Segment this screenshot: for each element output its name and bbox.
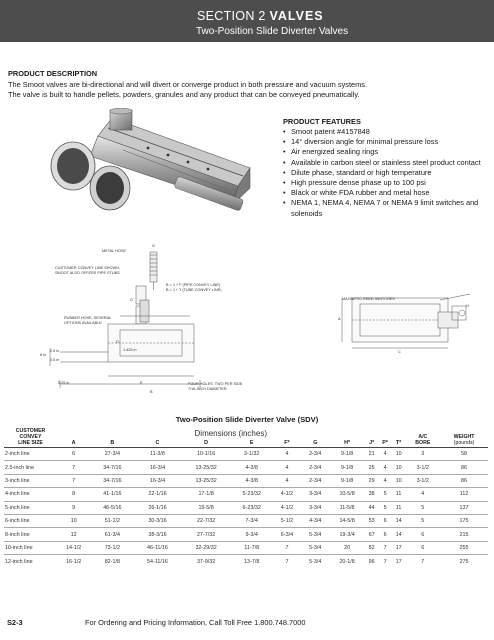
label-b-pipe: B = J + F (PIPE CONVEY LINE) bbox=[166, 283, 221, 287]
dimensions-header: Dimensions (inches) bbox=[194, 429, 267, 439]
table-cell: 9-1/8 bbox=[329, 448, 364, 461]
table-cell: 4 bbox=[379, 474, 392, 487]
line-size-cell: 2-inch line bbox=[4, 448, 56, 461]
col-header: P* bbox=[382, 440, 388, 446]
table-cell: 27-7/32 bbox=[182, 528, 231, 541]
table-cell: 11 bbox=[392, 501, 406, 514]
table-cell: 2-3/4 bbox=[301, 461, 329, 474]
table-cell: 25 bbox=[365, 461, 379, 474]
table-cell: 4-3/4 bbox=[301, 514, 329, 527]
page-number: S2-3 bbox=[7, 618, 23, 627]
page-footer bbox=[0, 617, 494, 631]
table-cell: 17 bbox=[392, 541, 406, 554]
label-dimension-g: G bbox=[152, 244, 155, 248]
table-cell: 6-23/32 bbox=[231, 501, 273, 514]
table-cell: 6 bbox=[379, 514, 392, 527]
label-magnetic-reed: MAGNETIC REED SWITCHES bbox=[342, 297, 395, 301]
table-cell: 5-3/4 bbox=[301, 541, 329, 554]
line-size-cell: 4-inch line bbox=[4, 488, 56, 501]
table-cell: 30-3/16 bbox=[133, 514, 181, 527]
feature-item: • Available in carbon steel or stainless steel product contact bbox=[283, 158, 488, 168]
table-cell: 4-1/2 bbox=[273, 501, 301, 514]
table-cell: 26-1/16 bbox=[133, 501, 181, 514]
table-cell: 9-1/8 bbox=[329, 461, 364, 474]
table-cell: 137 bbox=[440, 501, 488, 514]
feature-item: • High pressure dense phase up to 100 psi bbox=[283, 178, 488, 188]
table-cell: 41-1/16 bbox=[91, 488, 133, 501]
description-line: The valve is built to handle pellets, powders, granules and any product that can be conveyed pneumatically. bbox=[8, 90, 360, 99]
table-cell: 12 bbox=[56, 528, 91, 541]
label-8in: 8 in bbox=[40, 353, 47, 357]
table-cell: 3-1/2 bbox=[406, 474, 441, 487]
table-cell: 34-7/16 bbox=[91, 461, 133, 474]
table-cell: 11 bbox=[392, 488, 406, 501]
line-size-cell: 3-inch line bbox=[4, 474, 56, 487]
table-cell: 7 bbox=[406, 555, 441, 568]
table-cell: 4 bbox=[273, 474, 301, 487]
table-cell: 32-29/32 bbox=[182, 541, 231, 554]
label-dimension-h: H bbox=[466, 304, 469, 308]
label-rubber-hose-1: RUBBER HOSE, SEVERAL bbox=[64, 316, 112, 320]
col-header: A bbox=[71, 440, 76, 446]
table-cell: 14-5/8 bbox=[329, 514, 364, 527]
table-cell: 13-7/8 bbox=[231, 555, 273, 568]
table-row bbox=[4, 474, 488, 487]
table-cell: 38-3/16 bbox=[133, 528, 181, 541]
table-cell: 54-11/16 bbox=[133, 555, 181, 568]
feature-item: • Air energized sealing rings bbox=[283, 147, 488, 157]
table-cell: 6 bbox=[406, 541, 441, 554]
technical-drawings bbox=[0, 240, 494, 400]
col-header: J* bbox=[369, 440, 375, 446]
line-size-cell: 5-inch line bbox=[4, 501, 56, 514]
table-cell: 7-3/4 bbox=[231, 514, 273, 527]
table-cell: 21 bbox=[365, 448, 379, 461]
table-cell: 8 bbox=[56, 488, 91, 501]
table-cell: 3-3/4 bbox=[301, 488, 329, 501]
line-size-cell: 2.5-inch line bbox=[4, 461, 56, 474]
label-dimension-b: B bbox=[150, 390, 153, 394]
table-cell: 4-3/8 bbox=[231, 474, 273, 487]
line-size-cell: 10-inch line bbox=[4, 541, 56, 554]
feature-item: • Black or white FDA rubber and metal hose bbox=[283, 188, 488, 198]
table-cell: 19-5/8 bbox=[182, 501, 231, 514]
table-cell: 10 bbox=[392, 461, 406, 474]
table-cell: 10-1/16 bbox=[182, 448, 231, 461]
table-cell: 46-11/16 bbox=[133, 541, 181, 554]
table-row bbox=[4, 501, 488, 514]
table-cell: 38 bbox=[365, 488, 379, 501]
label-customer-convey-1: CUSTOMER CONVEY LINE SHOWN, bbox=[55, 266, 120, 270]
table-row bbox=[4, 528, 488, 541]
table-cell: 20-1/8 bbox=[329, 555, 364, 568]
table-cell: 82 bbox=[365, 541, 379, 554]
table-cell: 58 bbox=[440, 448, 488, 461]
table-cell: 11-5/8 bbox=[329, 501, 364, 514]
page-title: Two-Position Slide Diverter Valves bbox=[196, 26, 349, 37]
table-cell: 6 bbox=[56, 448, 91, 461]
table-row bbox=[4, 514, 488, 527]
product-features-heading: PRODUCT FEATURES bbox=[283, 117, 361, 126]
label-dimension-d: D bbox=[116, 340, 119, 344]
table-cell: 5 bbox=[379, 501, 392, 514]
customer-convey-header: CUSTOMER CONVEY LINE SIZE bbox=[15, 428, 46, 446]
table-cell: 2-3/4 bbox=[301, 448, 329, 461]
table-cell: 7 bbox=[379, 555, 392, 568]
table-cell: 14 bbox=[392, 528, 406, 541]
table-cell: 3-1/32 bbox=[231, 448, 273, 461]
table-cell: 5-3/4 bbox=[301, 528, 329, 541]
table-cell: 37-9/32 bbox=[182, 555, 231, 568]
table-cell: 73-1/2 bbox=[91, 541, 133, 554]
table-cell: 255 bbox=[440, 541, 488, 554]
feature-item: • Smoot patent #4157848 bbox=[283, 127, 488, 137]
col-header: D bbox=[204, 440, 209, 446]
label-1425: 1.425 in bbox=[123, 348, 137, 352]
label-four-holes-2: 7/16-INCH DIAMETER bbox=[188, 387, 227, 391]
table-row bbox=[4, 555, 488, 568]
product-photo bbox=[28, 108, 268, 233]
table-cell: 16-3/4 bbox=[133, 461, 181, 474]
table-cell: 4 bbox=[379, 448, 392, 461]
table-cell: 11-3/8 bbox=[133, 448, 181, 461]
table-cell: 275 bbox=[440, 555, 488, 568]
table-cell: 175 bbox=[440, 514, 488, 527]
table-cell: 6 bbox=[379, 528, 392, 541]
label-four-holes-1: FOUR HOLES, TWO PER SIDE bbox=[188, 382, 243, 386]
table-cell: 19-3/4 bbox=[329, 528, 364, 541]
table-cell: 14-1/2 bbox=[56, 541, 91, 554]
table-cell: 6-3/4 bbox=[273, 528, 301, 541]
product-features bbox=[283, 117, 488, 219]
table-cell: 5 bbox=[406, 501, 441, 514]
feature-item: • NEMA 1, NEMA 4, NEMA 7 or NEMA 9 limit switches and solenoids bbox=[283, 198, 488, 218]
table-cell: 7 bbox=[273, 555, 301, 568]
table-cell: 7 bbox=[56, 474, 91, 487]
label-525in: 5.25 in bbox=[58, 381, 70, 385]
table-cell: 11-7/8 bbox=[231, 541, 273, 554]
table-cell: 2-3/4 bbox=[301, 474, 329, 487]
table-body bbox=[4, 448, 488, 569]
table-cell: 4-3/8 bbox=[231, 461, 273, 474]
table-cell: 9-1/8 bbox=[329, 474, 364, 487]
dimensions-table bbox=[4, 428, 488, 568]
table-cell: 96 bbox=[365, 555, 379, 568]
table-cell: 3-1/2 bbox=[406, 461, 441, 474]
label-05in: 0.5 in bbox=[50, 349, 60, 353]
description-line: The Smoot valves are bi-directional and will divert or converge product in both pressure and vacuum systems. bbox=[8, 80, 368, 89]
table-cell: 4 bbox=[406, 488, 441, 501]
table-cell: 10-5/8 bbox=[329, 488, 364, 501]
col-header: G bbox=[313, 440, 318, 446]
col-header: C bbox=[155, 440, 160, 446]
table-cell: 6 bbox=[406, 528, 441, 541]
label-metal-hose: METAL HOSE bbox=[102, 249, 127, 253]
label-dimension-c: C bbox=[398, 350, 401, 354]
table-cell: 51-1/2 bbox=[91, 514, 133, 527]
line-size-cell: 12-inch line bbox=[4, 555, 56, 568]
table-cell: 112 bbox=[440, 488, 488, 501]
table-row bbox=[4, 541, 488, 554]
table-row bbox=[4, 461, 488, 474]
label-dimension-a: A bbox=[338, 317, 341, 321]
table-cell: 5-23/32 bbox=[231, 488, 273, 501]
table-cell: 10 bbox=[392, 448, 406, 461]
table-cell: 34-7/16 bbox=[91, 474, 133, 487]
label-rubber-hose-2: OPTIONS AVAILABLE bbox=[64, 321, 102, 325]
col-header: B bbox=[110, 440, 115, 446]
label-dimension-e: E bbox=[140, 381, 143, 385]
feature-item: • 14° diversion angle for minimal pressure loss bbox=[283, 137, 488, 147]
table-cell: 17 bbox=[392, 555, 406, 568]
section-label: SECTION 2 VALVES bbox=[197, 9, 324, 23]
table-cell: 7 bbox=[273, 541, 301, 554]
table-cell: 4 bbox=[379, 461, 392, 474]
line-size-cell: 8-inch line bbox=[4, 528, 56, 541]
ac-bore-header: A/C BORE bbox=[415, 434, 431, 446]
col-header: E bbox=[249, 440, 254, 446]
col-header: H* bbox=[344, 440, 351, 446]
table-cell: 7 bbox=[56, 461, 91, 474]
table-cell: 14 bbox=[392, 514, 406, 527]
table-cell: 9-3/4 bbox=[231, 528, 273, 541]
table-cell: 3-3/4 bbox=[301, 501, 329, 514]
section-header-bar bbox=[0, 0, 494, 42]
table-cell: 215 bbox=[440, 528, 488, 541]
table-title: Two-Position Slide Diverter Valve (SDV) bbox=[175, 415, 319, 424]
table-cell: 29 bbox=[365, 474, 379, 487]
table-cell: 22-1/16 bbox=[133, 488, 181, 501]
table-cell: 13-25/32 bbox=[182, 474, 231, 487]
table-cell: 4 bbox=[273, 448, 301, 461]
table-cell: 4-1/2 bbox=[273, 488, 301, 501]
table-cell: 20 bbox=[329, 541, 364, 554]
line-size-cell: 6-inch line bbox=[4, 514, 56, 527]
table-cell: 67 bbox=[365, 528, 379, 541]
table-cell: 53 bbox=[365, 514, 379, 527]
table-cell: 10 bbox=[392, 474, 406, 487]
table-cell: 5 bbox=[379, 488, 392, 501]
table-cell: 5-3/4 bbox=[301, 555, 329, 568]
table-cell: 82-1/8 bbox=[91, 555, 133, 568]
col-header: F* bbox=[284, 440, 290, 446]
table-cell: 16-3/4 bbox=[133, 474, 181, 487]
table-cell: 7 bbox=[379, 541, 392, 554]
table-cell: 22-7/32 bbox=[182, 514, 231, 527]
table-cell: 86 bbox=[440, 461, 488, 474]
product-description-heading: PRODUCT DESCRIPTION bbox=[8, 69, 98, 78]
table-cell: 5 bbox=[406, 514, 441, 527]
table-cell: 9 bbox=[56, 501, 91, 514]
table-cell: 10 bbox=[56, 514, 91, 527]
feature-item: • Dilute phase, standard or high temperature bbox=[283, 168, 488, 178]
table-cell: 16-1/2 bbox=[56, 555, 91, 568]
label-b-tube: B = J + T (TUBE CONVEY LINE) bbox=[166, 288, 222, 292]
table-cell: 86 bbox=[440, 474, 488, 487]
weight-header: WEIGHT (pounds) bbox=[453, 434, 475, 446]
table-cell: 27-3/4 bbox=[91, 448, 133, 461]
table-cell: 17-1/8 bbox=[182, 488, 231, 501]
footer-contact: For Ordering and Pricing Information, Call Toll Free 1.800.748.7000 bbox=[85, 618, 306, 627]
label-05in-b: 0.5 in bbox=[50, 358, 60, 362]
table-cell: 3 bbox=[406, 448, 441, 461]
table-cell: 61-3/4 bbox=[91, 528, 133, 541]
table-cell: 13-25/32 bbox=[182, 461, 231, 474]
table-cell: 4 bbox=[273, 461, 301, 474]
label-dimension-g2: G bbox=[130, 298, 133, 302]
table-row bbox=[4, 448, 488, 461]
table-cell: 5-1/2 bbox=[273, 514, 301, 527]
label-customer-convey-2: SMOOT ALSO OFFERS PIPE STUBS bbox=[55, 271, 120, 275]
table-cell: 46-5/16 bbox=[91, 501, 133, 514]
col-header: T* bbox=[395, 440, 402, 446]
table-row bbox=[4, 488, 488, 501]
table-cell: 44 bbox=[365, 501, 379, 514]
